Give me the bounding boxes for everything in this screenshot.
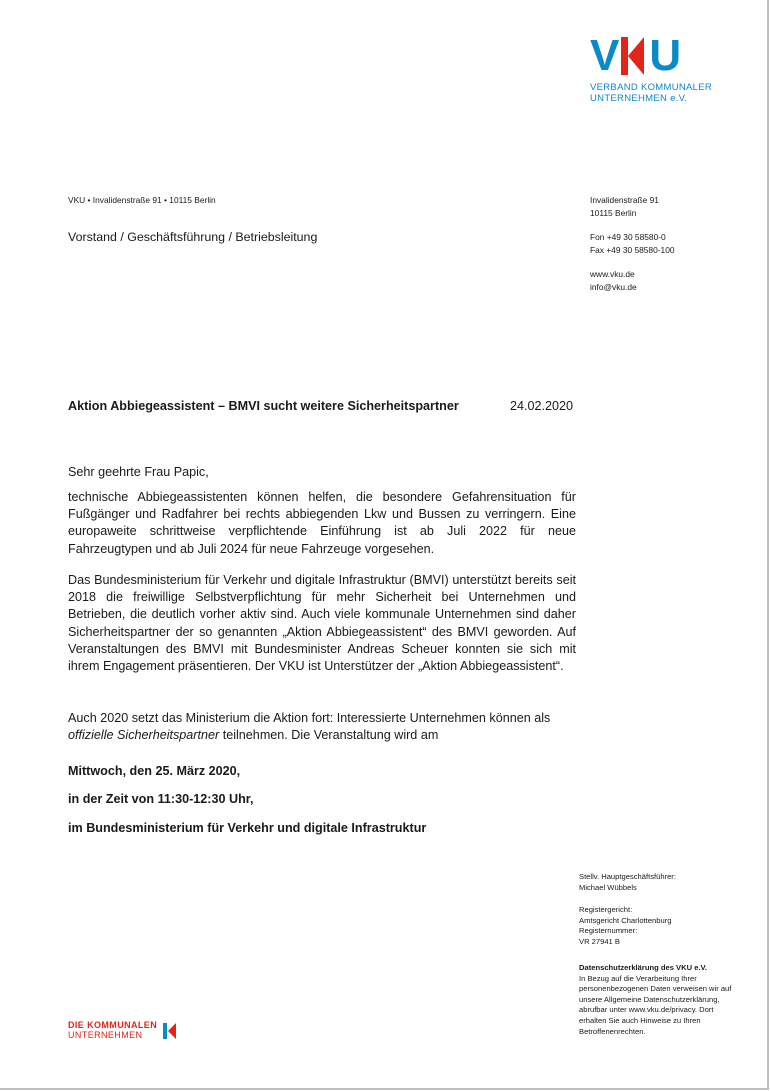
kommunalen-logo-line2: UNTERNEHMEN [68,1029,143,1040]
subject-line: Aktion Abbiegeassistent – BMVI sucht weitere Sicherheitspartner [68,399,459,413]
logo-subtitle-line1: VERBAND KOMMUNALER [590,82,713,93]
logo-letter-v: V [590,31,619,80]
footer-register [579,905,765,947]
paragraph-3-part1: Auch 2020 setzt das Ministerium die Aktion fort: Interessierte Unternehmen können als [68,711,551,725]
footer-privacy-line3: unsere Allgemeine Datenschutzerklärung, [579,994,720,1004]
footer-privacy-line4: abrufbar unter www.vku.de/privacy. Dort [579,1005,714,1015]
paragraph-3 [68,710,578,744]
contact-email-link[interactable]: info@vku.de [590,281,637,292]
footer-register-label: Registernummer: [579,926,638,936]
contact-phone: Fon +49 30 58580-0 [590,232,666,242]
logo-k-icon [621,37,647,75]
event-day: Mittwoch, den 25. März 2020, [68,764,241,778]
contact-address [590,194,700,219]
event-location: im Bundesministerium für Verkehr und digitale Infrastruktur [68,821,427,835]
event-time: in der Zeit von 11:30-12:30 Uhr, [68,792,254,806]
footer-privacy-title: Datenschutzerklärung des VKU e.V. [579,963,708,972]
footer-privacy [579,963,765,1037]
contact-phone-block [590,231,700,256]
contact-street: Invalidenstraße 91 [590,195,659,205]
salutation: Sehr geehrte Frau Papic, [68,465,209,479]
kommunalen-logo [68,1021,177,1040]
kommunalen-k-icon [163,1023,177,1039]
footer-privacy-line1: In Bezug auf die Verarbeitung Ihrer [579,973,697,983]
footer-privacy-line5: erhalten Sie auch Hinweise zu Ihren [579,1015,701,1025]
kommunalen-logo-line1: DIE KOMMUNALEN [68,1020,158,1030]
contact-online-block [590,268,700,293]
recipient: Vorstand / Geschäftsführung / Betriebsleitung [68,230,318,244]
paragraph-3-emphasis: offizielle Sicherheitspartner [68,728,220,743]
contact-fax: Fax +49 30 58580-100 [590,244,675,255]
contact-city: 10115 Berlin [590,207,637,218]
footer-privacy-line2: personenbezogenen Daten verweisen wir auf [579,984,732,994]
paragraph-1: technische Abbiegeassistenten können helfen, die besondere Gefahrensituation für Fußgänger und Radfahrer bei rechts abbiegenden Lkw und Bussen zu verringern. Eine europaweite schrittweise verpflichtende Einführung ist ab Juli 2022 für neue Fahrzeugtypen und ab Juli 2024 für neue Fahrzeuge vorgesehen. [68,490,576,556]
logo-subtitle [590,82,740,104]
letter-date: 24.02.2020 [510,399,574,413]
contact-web-link[interactable]: www.vku.de [590,269,635,279]
footer-register-number: VR 27941 B [579,936,620,946]
footer-deputy [579,872,765,893]
footer-court-name: Amtsgericht Charlottenburg [579,915,672,925]
sender-line: VKU • Invalidenstraße 91 • 10115 Berlin [68,195,216,205]
footer-deputy-name: Michael Wübbels [579,882,637,892]
footer-deputy-label: Stellv. Hauptgeschäftsführer: [579,872,676,881]
footer-court-label: Registergericht: [579,905,633,914]
kommunalen-logo-text [68,1021,157,1040]
paragraph-3-part2: teilnehmen. Die Veranstaltung wird am [219,728,439,743]
paragraph-2: Das Bundesministerium für Verkehr und digitale Infrastruktur (BMVI) unterstützt bereits seit 2018 die freiwillige Selbstverpflichtung für mehr Sicherheit bei Unternehmen und Betrieben, die deutlich vorher aktiv sind. Auch viele kommunale Unternehmen sind daher Sicherheitspartner der so genannten „Aktion Abbiegeassistent“ des BMVI geworden. Auf Veranstaltungen des BMVI mit Bundesminister Andreas Scheuer konnten sie sich mit ihrem Engagement präsentieren. Der VKU ist Unterstützer der „Aktion Abbiegeassistent“. [68,573,576,674]
vku-logo-mark [590,31,740,80]
footer-privacy-line6: Betroffenenrechten. [579,1026,646,1036]
logo-letter-u: U [649,31,681,80]
vku-logo [590,31,740,104]
logo-subtitle-line2: UNTERNEHMEN e.V. [590,93,688,104]
